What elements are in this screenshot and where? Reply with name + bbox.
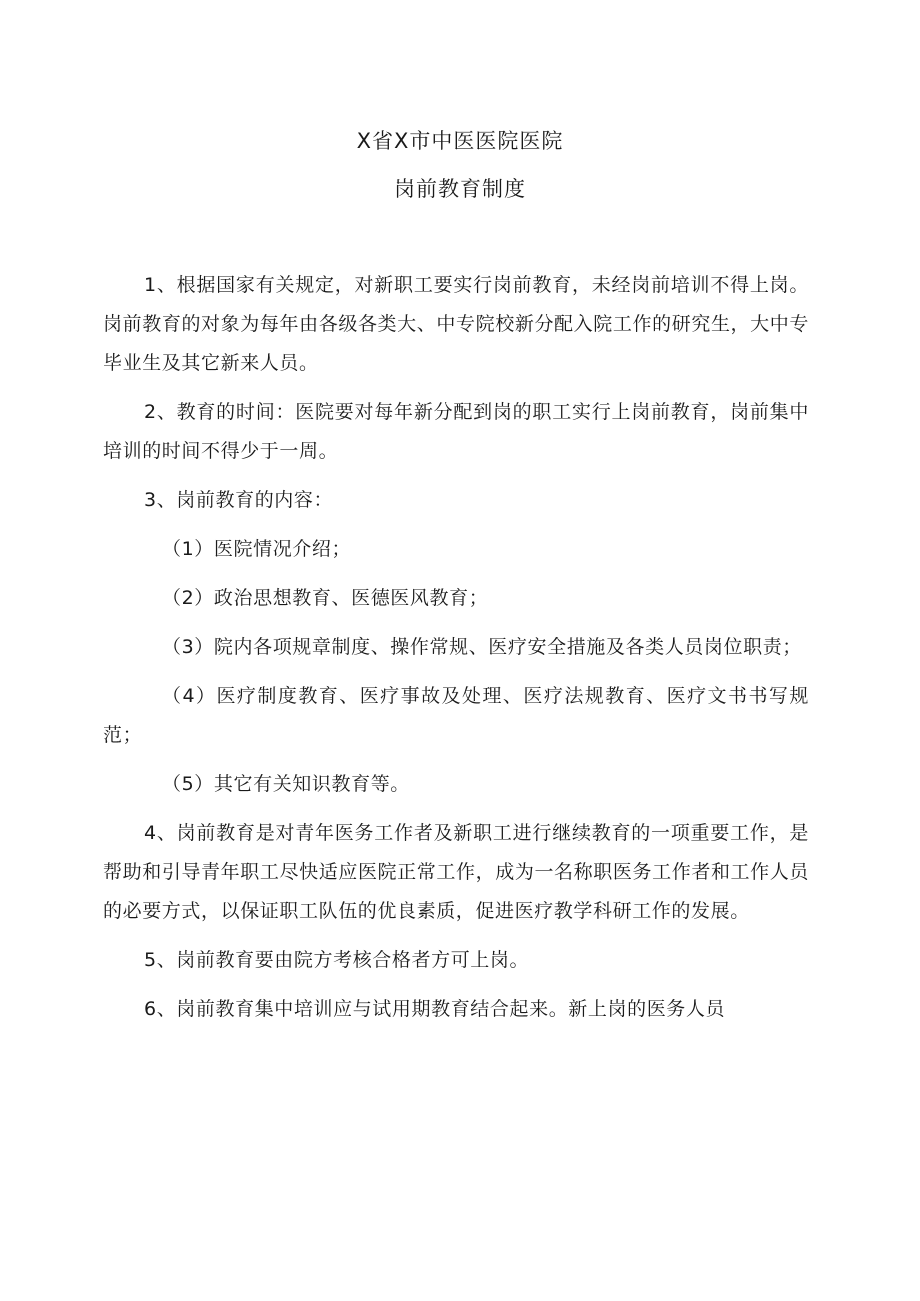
paragraph-3: 3、岗前教育的内容：: [144, 489, 334, 511]
paragraph-2: 2、教育的时间：医院要对每年新分配到岗的职工实行上岗前教育，岗前集中培训的时间不得少于一周。: [103, 401, 809, 462]
list-item-2: （2）政治思想教育、医德医风教育；: [162, 587, 489, 609]
list-item-1: （1）医院情况介绍；: [162, 538, 352, 560]
list-item-5: （5）其它有关知识教育等。: [162, 773, 410, 795]
document-subtitle: 岗前教育制度: [394, 177, 526, 201]
document-title: X省X市中医医院医院: [356, 129, 564, 153]
paragraph-1: 1、根据国家有关规定，对新职工要实行岗前教育，未经岗前培训不得上岗。岗前教育的对象为每年由各级各类大、中专院校新分配入院工作的研究生，大中专毕业生及其它新来人员。: [103, 274, 809, 374]
list-item-4: （4）医疗制度教育、医疗事故及处理、医疗法规教育、医疗文书书写规范；: [103, 685, 809, 746]
paragraph-5: 5、岗前教育要由院方考核合格者方可上岗。: [144, 949, 530, 971]
list-item-3: （3）院内各项规章制度、操作常规、医疗安全措施及各类人员岗位职责；: [162, 636, 802, 658]
document-body: [103, 266, 809, 1039]
paragraph-4: 4、岗前教育是对青年医务工作者及新职工进行继续教育的一项重要工作，是帮助和引导青年职工尽快适应医院正常工作，成为一名称职医务工作者和工作人员的必要方式，以保证职工队伍的优良素质，促进医疗教学科研工作的发展。: [103, 822, 809, 922]
paragraph-6: 6、岗前教育集中培训应与试用期教育结合起来。新上岗的医务人员: [144, 998, 726, 1020]
